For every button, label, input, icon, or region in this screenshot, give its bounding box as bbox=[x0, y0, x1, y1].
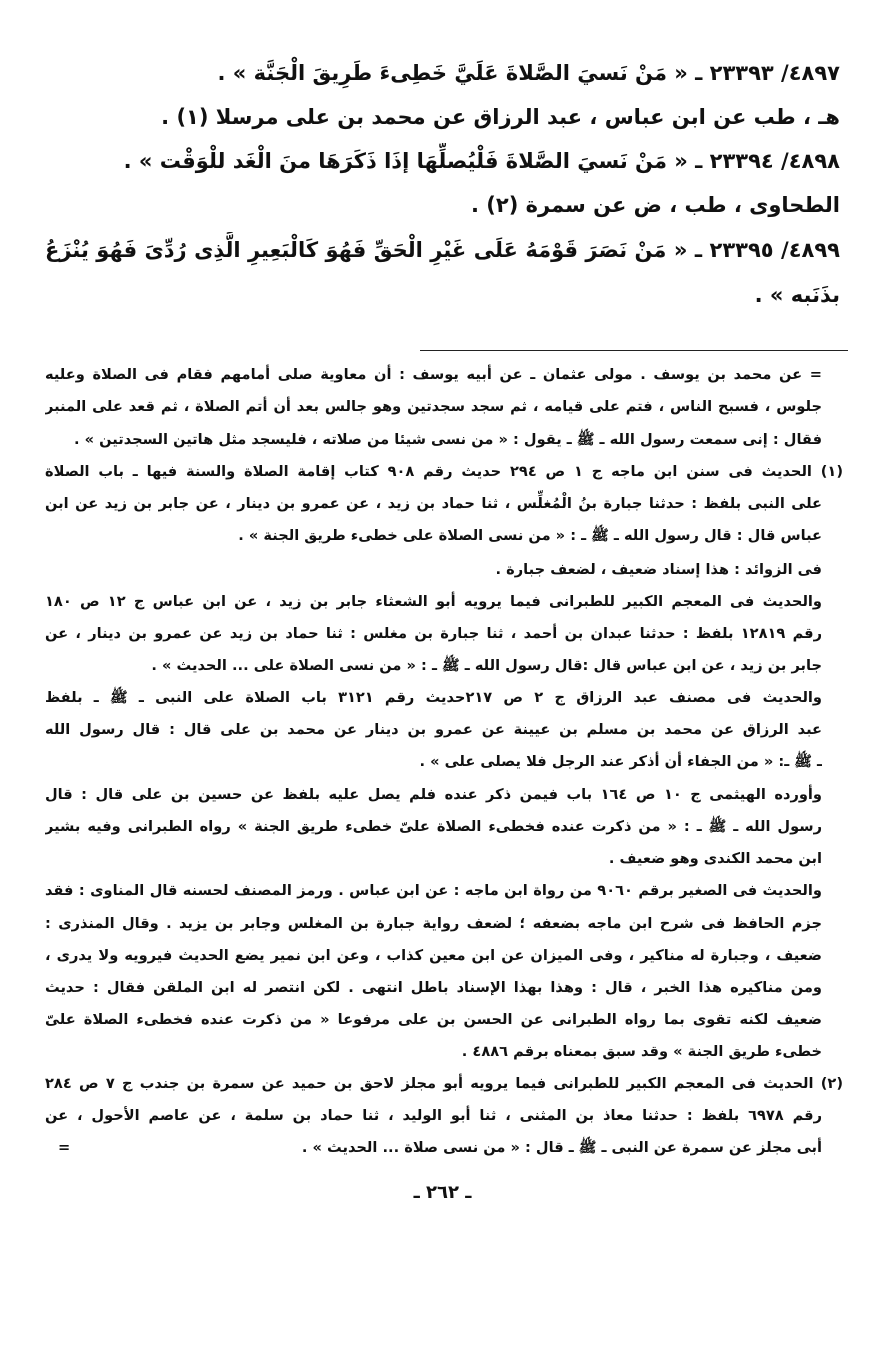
footnote-line: عبد الرزاق عن محمد بن مسلم بن عيينة عن عمرو بن دينار عن محمد بن على قال : قال رسول الله bbox=[45, 721, 822, 738]
footnote-line: رسول الله ـ ﷺ ـ : « من ذكرت عنده فخطىء الصلاة علىّ خطىء طريق الجنة » رواه الطبرانى وفيه بشير bbox=[45, 818, 822, 835]
footnote-line: ابن محمد الكندى وهو ضعيف . bbox=[608, 850, 822, 867]
footnote-line: جزم الحافظ فى شرح ابن ماجه بضعفه ؛ لضعف رواية جبارة بن المغلس وجابر بن يزيد . وقال المنذرى : bbox=[45, 915, 822, 932]
footnote-line: جابر بن زيد ، عن ابن عباس قال :قال رسول الله ـ ﷺ ـ : « من نسى الصلاة على ... الحديث » . bbox=[151, 657, 822, 674]
page-number: ـ ٢٦٢ ـ bbox=[413, 1182, 472, 1203]
hadith-4897-text: ٤٨٩٧/ ٢٣٣٩٣ ـ « مَنْ نَسيَ الصَّلاةَ عَلَيَّ خَطِىءَ طَرِيقَ الْجَنَّة » . bbox=[217, 61, 840, 85]
footnote-line: على النبى بلفظ : حدثنا جبارة بنُ الْمُغلِّس ، ثنا حماد بن زيد ، عن عمرو بن دينار ، عن جابر بن زيد عن ابن bbox=[45, 495, 822, 512]
footnote-line: ضعيف ، وجبارة له مناكير ، وفى الميزان عن ابن معين كذاب ، وعن ابن نمير يضع الحديث فيرويه ولا يدرى ، bbox=[45, 947, 822, 964]
footnote-line: فى الزوائد : هذا إسناد ضعيف ، لضعف جبارة . bbox=[495, 561, 822, 578]
footnote-divider bbox=[420, 350, 848, 351]
footnote-line: = عن محمد بن يوسف . مولى عثمان ـ عن أبيه يوسف : أن معاوية صلى أمامهم فقام فى الصلاة وعليه bbox=[45, 366, 822, 383]
footnote-line: رقم ٦٩٧٨ بلفظ : حدثنا معاذ بن المثنى ، ثنا أبو الوليد ، ثنا حماد بن سلمة ، عن عاصم الأحول ، عن bbox=[45, 1107, 822, 1124]
footnote-line: رقم ١٢٨١٩ بلفظ : حدثنا عبدان بن أحمد ، ثنا جبارة بن مغلس : ثنا حماد بن زيد عن عمرو بن دينار ، عن bbox=[45, 625, 822, 642]
footnote-line: أبى مجلز عن سمرة عن النبى ـ ﷺ ـ قال : « من نسى صلاة ... الحديث » . bbox=[301, 1139, 822, 1156]
continuation-mark: = bbox=[58, 1139, 71, 1156]
footnote-line: ـ ﷺ ـ: « من الجفاء أن أذكر عند الرجل فلا يصلى على » . bbox=[419, 753, 822, 770]
footnote-line: عباس قال : قال رسول الله ـ ﷺ ـ : « من نسى الصلاة على خطىء طريق الجنة » . bbox=[238, 527, 822, 544]
footnote-1-start: (١) الحديث فى سنن ابن ماجه ج ١ ص ٢٩٤ حديث رقم ٩٠٨ كتاب إقامة الصلاة والسنة فيها ـ باب الصلاة bbox=[45, 463, 843, 480]
footnote-line: وأورده الهيثمى ج ١٠ ص ١٦٤ باب فيمن ذكر عنده فلم يصل عليه بلفظ عن حسين بن على قال : قال bbox=[45, 786, 822, 803]
footnote-line: ضعيف لكنه تقوى بما رواه الطبرانى عن الحسن بن على مرفوعا « من ذكرت عنده فخطىء الصلاة علىّ bbox=[45, 1011, 822, 1028]
hadith-4898-text: ٤٨٩٨/ ٢٣٣٩٤ ـ « مَنْ نَسيَ الصَّلاةَ فَلْيُصلِّهَا إذَا ذَكَرَهَا منَ الْغَد للْوَقْت » . bbox=[123, 149, 840, 173]
footnote-line: والحديث فى المعجم الكبير للطبرانى فيما يرويه أبو الشعثاء جابر بن زيد ، عن ابن عباس ج ١٢ ص ١٨٠ bbox=[45, 593, 822, 610]
footnote-line: خطىء طريق الجنة » وقد سبق بمعناه برقم ٤٨٨٦ . bbox=[461, 1043, 822, 1060]
footnote-line: والحديث فى مصنف عبد الرزاق ج ٢ ص ٢١٧حديث رقم ٣١٢١ باب الصلاة على النبى ـ ﷺ ـ بلفظ bbox=[45, 689, 822, 706]
hadith-4899-text: ٤٨٩٩/ ٢٣٣٩٥ ـ « مَنْ نَصَرَ قَوْمَهُ عَلَى غَيْرِ الْحَقِّ فَهُوَ كَالْبَعِيرِ الَّذِى رُدِّىَ فَهُوَ يُنْزَعُ bbox=[45, 238, 840, 262]
hadith-4899-text-end: بذَنَبه » . bbox=[754, 283, 840, 307]
hadith-4897-sources: هـ ، طب عن ابن عباس ، عبد الرزاق عن محمد بن على مرسلا (١) . bbox=[161, 105, 840, 129]
hadith-4898-sources: الطحاوى ، طب ، ض عن سمرة (٢) . bbox=[470, 193, 840, 217]
footnote-line: جلوس ، فسبح الناس ، فتم على قيامه ، ثم سجد سجدتين وهو جالس بعد أن أتم الصلاة ، ثم قعد على المنبر bbox=[45, 398, 822, 415]
footnote-line: فقال : إنى سمعت رسول الله ـ ﷺ ـ يقول : « من نسى شيئا من صلاته ، فليسجد مثل هاتين السجدتين » . bbox=[74, 431, 822, 448]
footnote-line: ومن مناكيره هذا الخبر ، قال : وهذا بهذا الإسناد باطل انتهى . لكن انتصر له ابن الملقن فقال : حديث bbox=[45, 979, 822, 996]
footnote-line: والحديث فى الصغير برقم ٩٠٦٠ من رواة ابن ماجه : عن ابن عباس . ورمز المصنف لحسنه قال المناوى : فقد bbox=[45, 882, 822, 899]
footnote-2-start: (٢) الحديث فى المعجم الكبير للطبرانى فيما يرويه أبو مجلز لاحق بن حميد عن سمرة بن جندب ج ٧ ص ٢٨٤ bbox=[45, 1075, 843, 1092]
